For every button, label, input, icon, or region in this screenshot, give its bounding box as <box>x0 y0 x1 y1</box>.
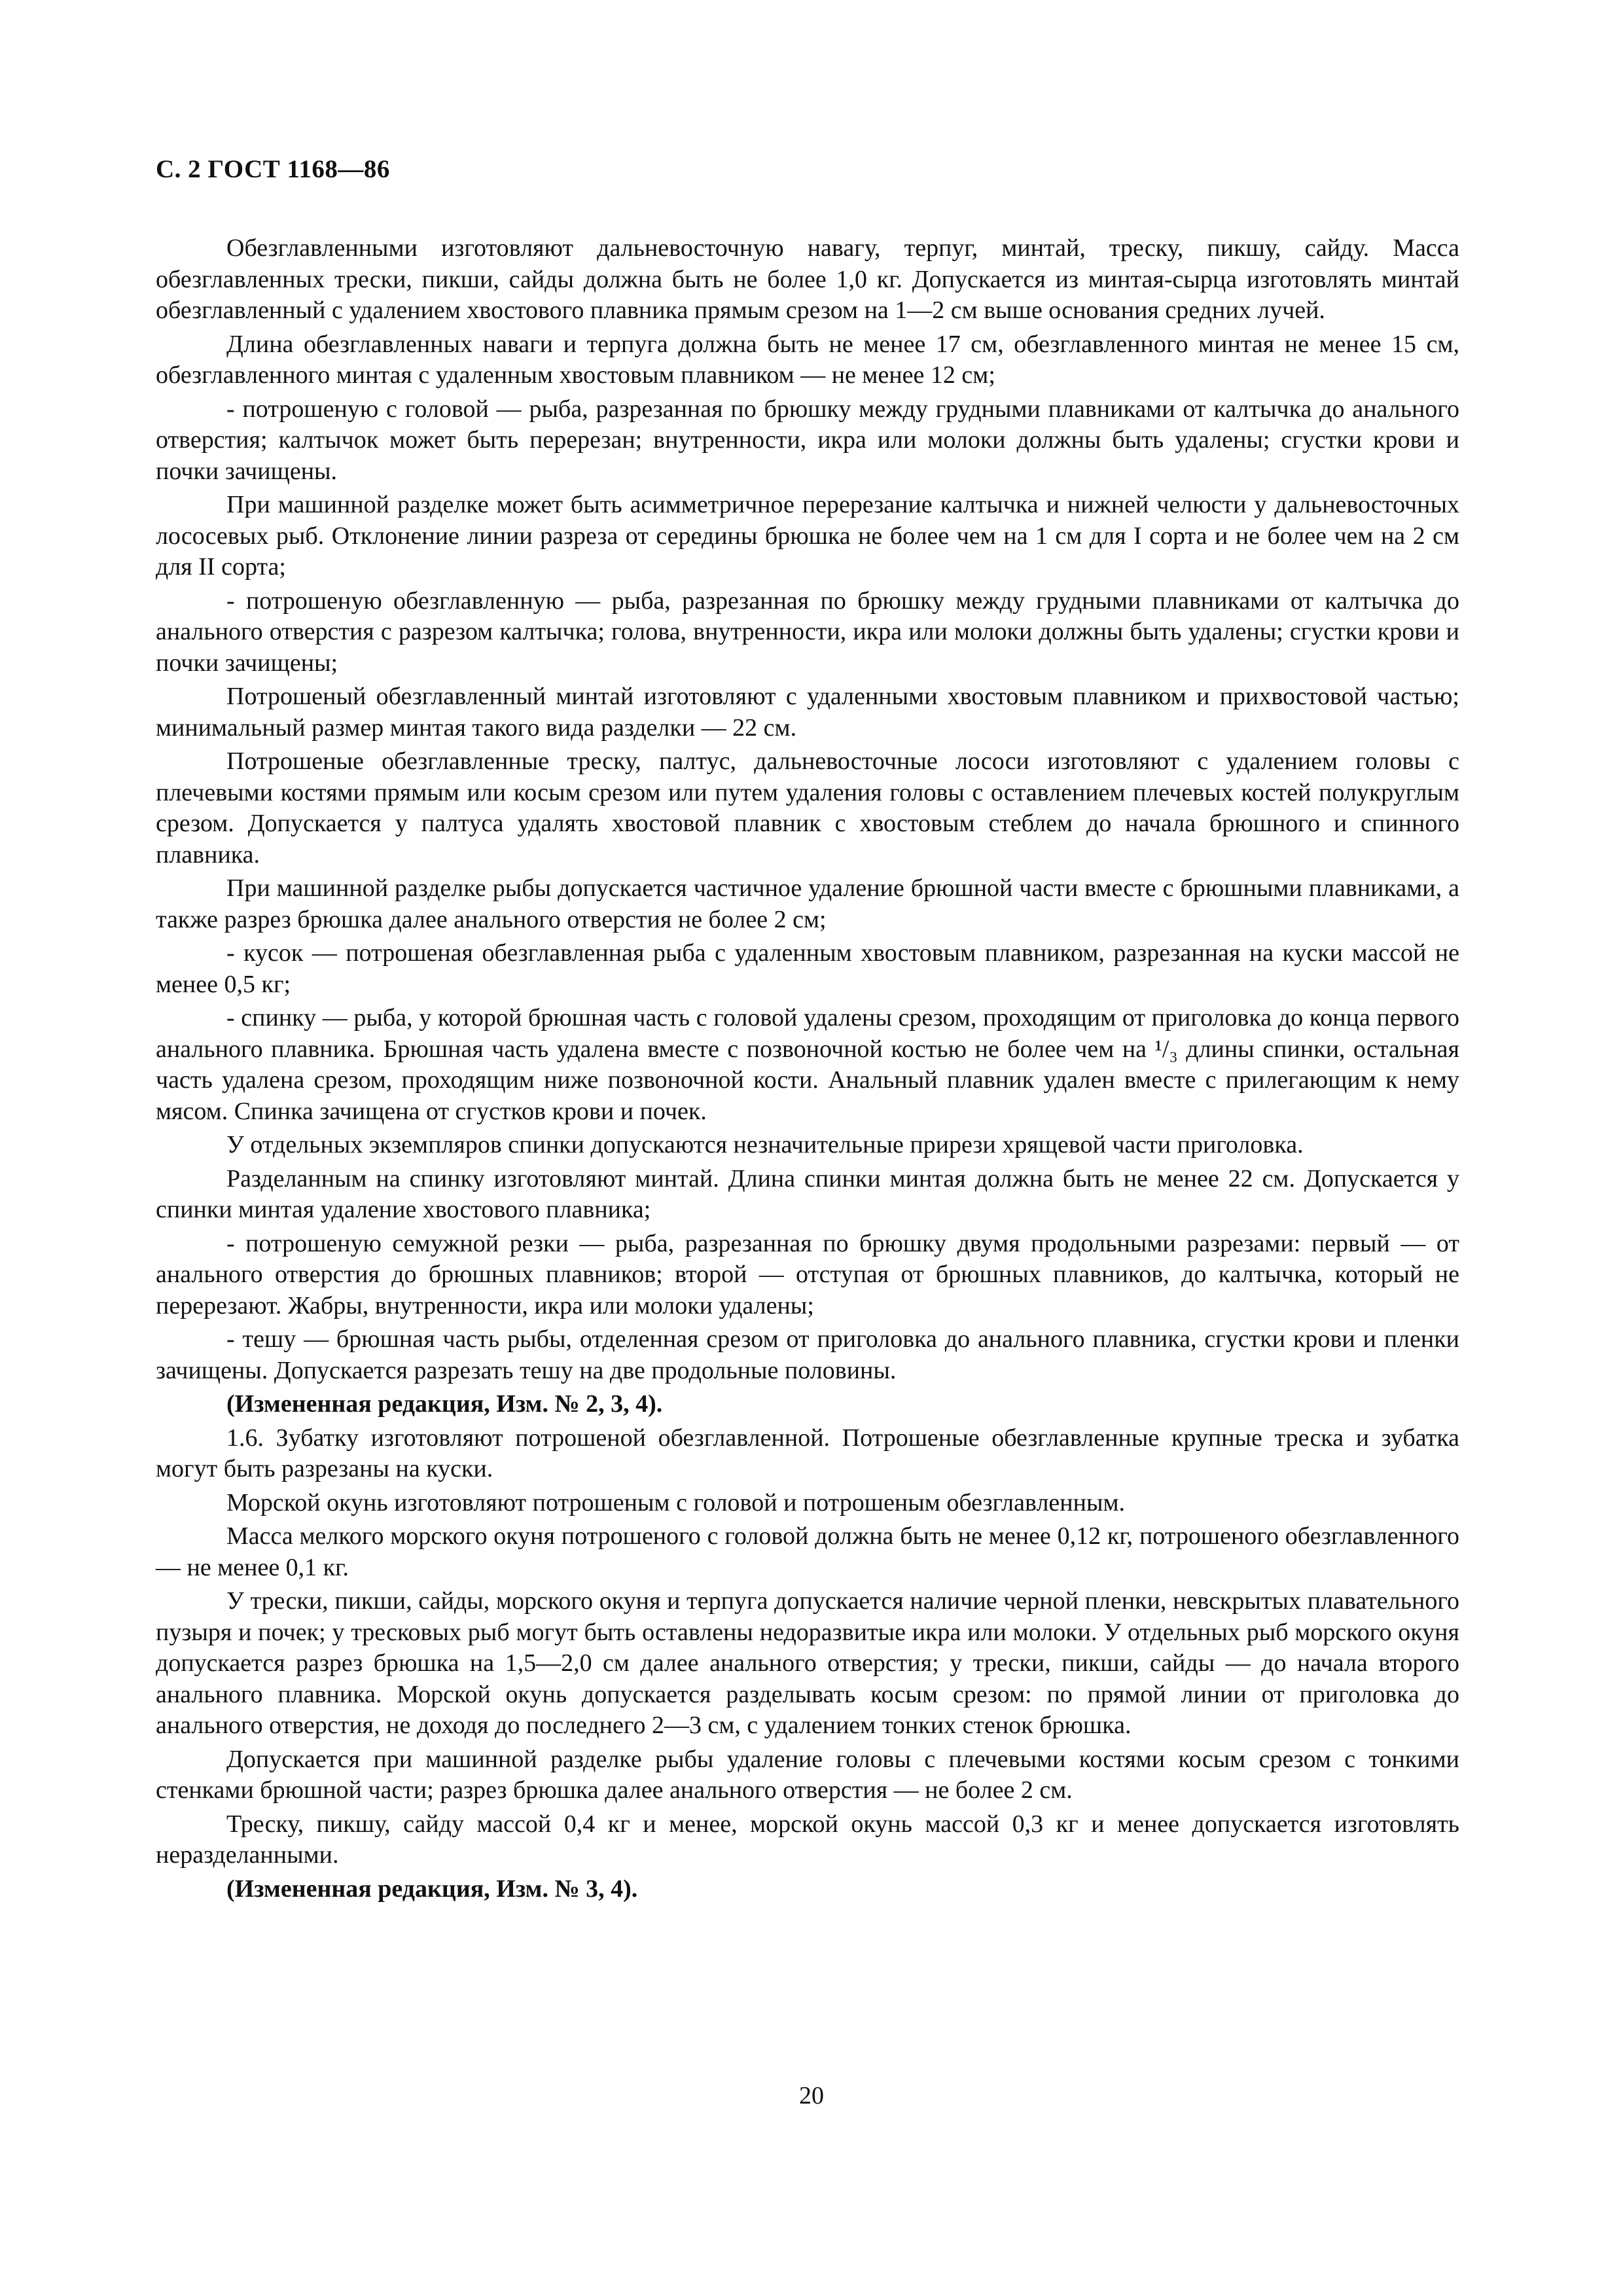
page-header: С. 2 ГОСТ 1168—86 <box>156 155 390 183</box>
paragraph: При машинной разделке рыбы допускается частичное удаление брюшной части вместе с брюшными плавниками, а также разрез брюшка далее анального отверстия не более 2 см; <box>156 874 1459 933</box>
paragraph: Потрошеный обезглавленный минтай изготовляют с удаленными хвостовым плавником и прихвостовой частью; минимальный размер минтая такого вида разделки — 22 см. <box>156 683 1459 742</box>
paragraph: У трески, пикши, сайды, морского окуня и терпуга допускается наличие черной пленки, невскрытых плавательного пузыря и почек; у тресковых рыб могут быть оставлены недоразвитые икра или молоки. У отдельных рыб морского окуня допускается разрез брюшка на 1,5—2,0 см далее анального отверстия; у трески, пикши, сайды — до начала второго анального плавника. Морской окунь допускается разделывать косым срезом: по прямой линии от приголовка до анального отверстия, не доходя до последнего 2—3 см, с удалением тонких стенок брюшка. <box>156 1587 1459 1739</box>
paragraph: - спинку — рыба, у которой брюшная часть с головой удалены срезом, проходящим от приголовка до конца первого анального плавника. Брюшная часть удалена вместе с позвоночной костью не более чем на ¹/₃ длины спинки, остальная часть удалена срезом, проходящим ниже позвоночной кости. Анальный плавник удален вместе с прилегающим к нему мясом. Спинка зачищена от сгустков крови и почек. <box>156 1004 1459 1125</box>
paragraph: Обезглавленными изготовляют дальневосточную навагу, терпуг, минтай, треску, пикшу, сайду. Масса обезглавленных трески, пикши, сайды должна быть не более 1,0 кг. Допускается из минтая-сырца изготовлять минтай обезглавленный с удалением хвостового плавника прямым срезом на 1—2 см выше основания средних лучей. <box>156 234 1459 324</box>
paragraph: - потрошеную обезглавленную — рыба, разрезанная по брюшку между грудными плавниками от калтычка до анального отверстия с разрезом калтычка; голова, внутренности, икра или молоки должны быть удалены; сгустки крови и почки зачищены; <box>156 586 1459 677</box>
paragraph: При машинной разделке может быть асимметричное перерезание калтычка и нижней челюсти у дальневосточных лососевых рыб. Отклонение линии разреза от середины брюшка не более чем на 1 см для I сорта и не более чем на 2 см для II сорта; <box>156 491 1459 581</box>
paragraph: Треску, пикшу, сайду массой 0,4 кг и менее, морской окунь массой 0,3 кг и менее допускается изготовлять неразделанными. <box>156 1810 1459 1869</box>
amendment-note: (Измененная редакция, Изм. № 3, 4). <box>226 1874 638 1903</box>
paragraph: - потрошеную с головой — рыба, разрезанная по брюшку между грудными плавниками от калтычка до анального отверстия; калтычок может быть перерезан; внутренности, икра или молоки должны быть удалены; сгустки крови и почки зачищены. <box>156 395 1459 485</box>
paragraph: Разделанным на спинку изготовляют минтай. Длина спинки минтая должна быть не менее 22 см. Допускается у спинки минтая удаление хвостового плавника; <box>156 1164 1459 1223</box>
paragraph: Длина обезглавленных наваги и терпуга должна быть не менее 17 см, обезглавленного минтая не менее 15 см, обезглавленного минтая с удаленным хвостовым плавником — не менее 12 см; <box>156 330 1459 389</box>
paragraph: У отдельных экземпляров спинки допускаются незначительные прирези хрящевой части приголовка. <box>226 1131 1304 1158</box>
paragraph: Морской окунь изготовляют потрошеным с головой и потрошеным обезглавленным. <box>226 1488 1126 1516</box>
paragraph: 1.6. Зубатку изготовляют потрошеной обезглавленной. Потрошеные обезглавленные крупные треска и зубатка могут быть разрезаны на куски. <box>156 1424 1459 1482</box>
paragraph: Допускается при машинной разделке рыбы удаление головы с плечевыми костями косым срезом с тонкими стенками брюшной части; разрез брюшка далее анального отверстия — не более 2 см. <box>156 1745 1459 1804</box>
paragraph: - тешу — брюшная часть рыбы, отделенная срезом от приголовка до анального плавника, сгустки крови и пленки зачищены. Допускается разрезать тешу на две продольные половины. <box>156 1325 1459 1384</box>
paragraph: - потрошеную семужной резки — рыба, разрезанная по брюшку двумя продольными разрезами: первый — от анального отверстия до брюшных плавников; второй — отступая от брюшных плавников, до калтычка, который не перерезают. Жабры, внутренности, икра или молоки удалены; <box>156 1229 1459 1319</box>
page-number: 20 <box>799 2082 824 2109</box>
document-body <box>156 233 1459 1907</box>
paragraph: - кусок — потрошеная обезглавленная рыба с удаленным хвостовым плавником, разрезанная на куски массой не менее 0,5 кг; <box>156 939 1459 998</box>
amendment-note: (Измененная редакция, Изм. № 2, 3, 4). <box>226 1390 663 1418</box>
paragraph: Потрошеные обезглавленные треску, палтус, дальневосточные лососи изготовляют с удалением головы с плечевыми костями прямым или косым срезом или путем удаления головы с оставлением плечевых костей полукруглым срезом. Допускается у палтуса удалять хвостовой плавник с хвостовым стеблем до начала брюшного и спинного плавника. <box>156 747 1459 869</box>
paragraph: Масса мелкого морского окуня потрошеного с головой должна быть не менее 0,12 кг, потрошеного обезглавленного — не менее 0,1 кг. <box>156 1522 1459 1581</box>
